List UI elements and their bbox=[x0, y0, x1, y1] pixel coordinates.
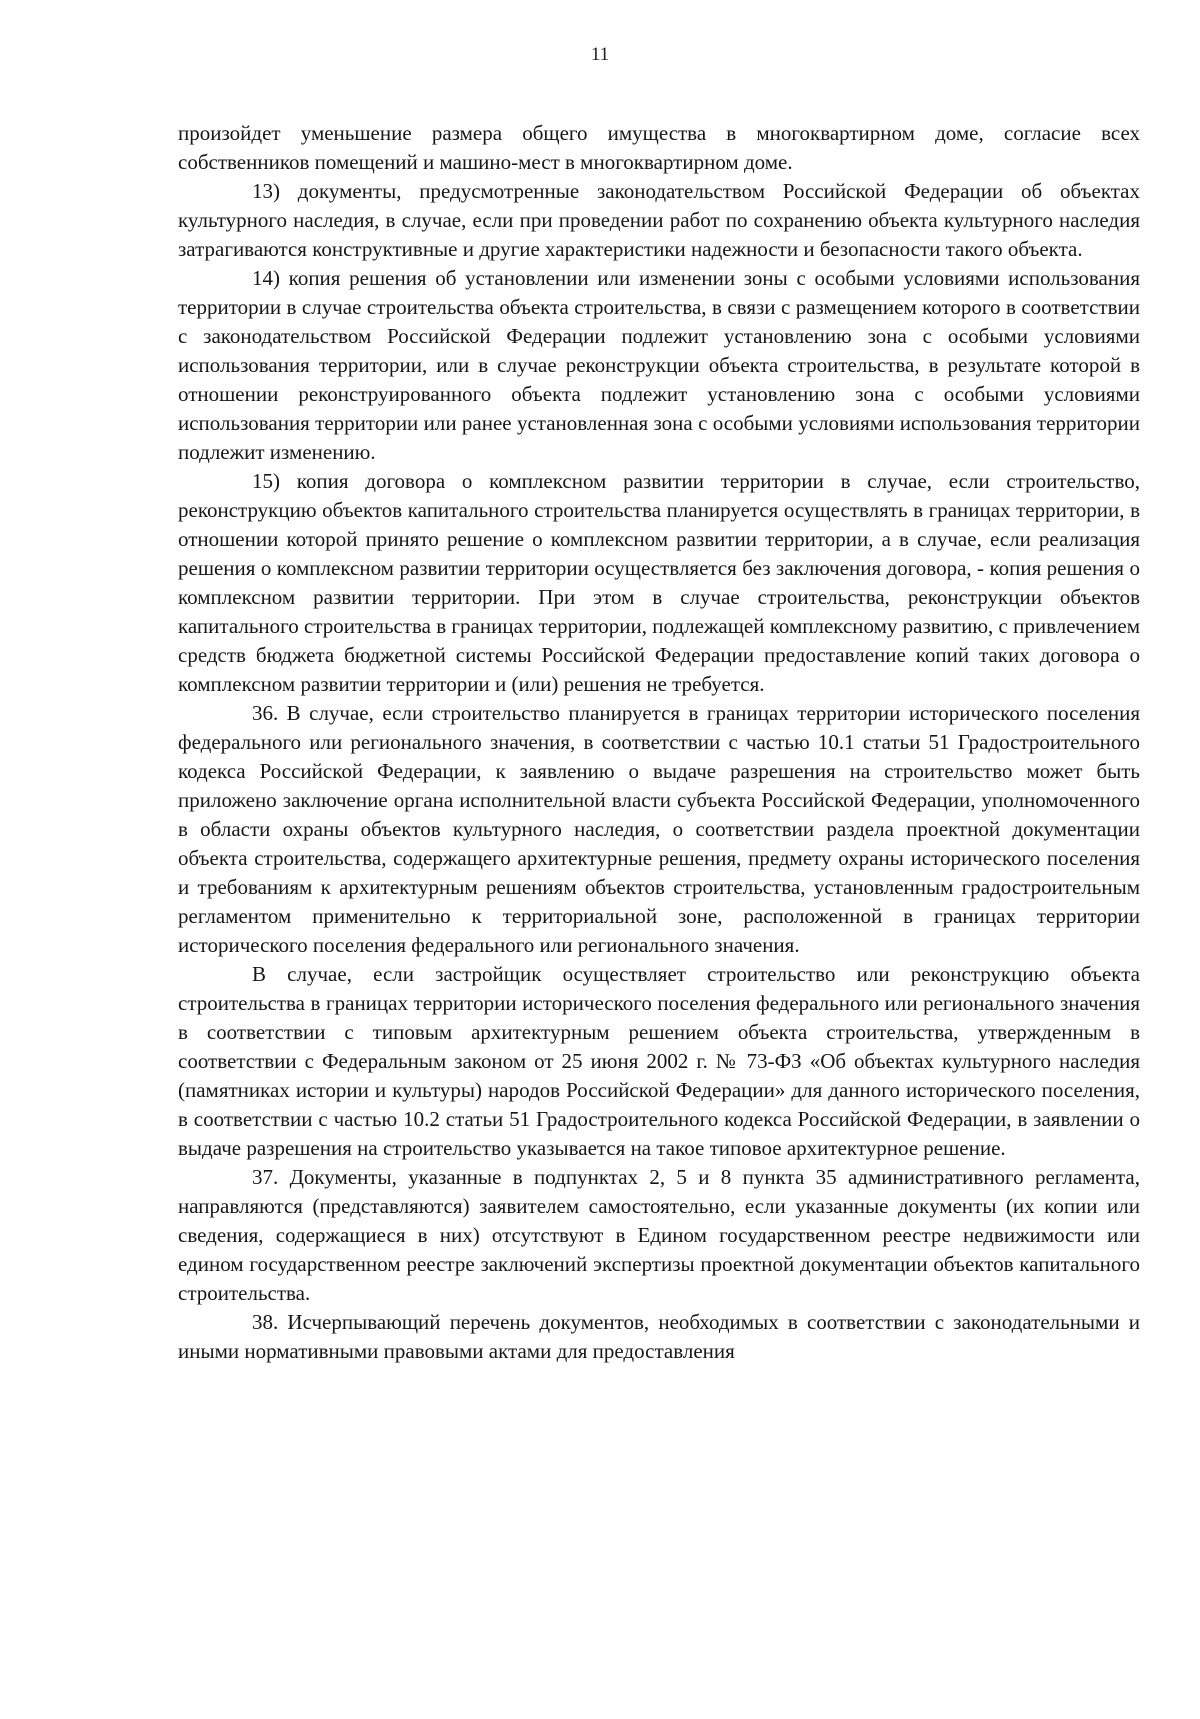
paragraph-clause-36-part-2: В случае, если застройщик осуществляет строительство или реконструкцию объекта строительства в границах территории исторического поселения федерального или регионального значения в соответствии с типовым архитектурным решением объекта строительства, утвержденным в соответствии с Федеральным законом от 25 июня 2002 г. № 73-ФЗ «Об объектах культурного наследия (памятниках истории и культуры) народов Российской Федерации» для данного исторического поселения, в соответствии с частью 10.2 статьи 51 Градостроительного кодекса Российской Федерации, в заявлении о выдаче разрешения на строительство указывается на такое типовое архитектурное решение. bbox=[178, 962, 1140, 1160]
paragraph-continuation: произойдет уменьшение размера общего имущества в многоквартирном доме, согласие всех собственников помещений и машино-мест в многоквартирном доме. bbox=[178, 121, 1140, 174]
paragraph-item-14: 14) копия решения об установлении или изменении зоны с особыми условиями использования территории в случае строительства объекта строительства, в связи с размещением которого в соответствии с законодательством Российской Федерации подлежит установлению зона с особыми условиями использования территории, или в случае реконструкции объекта строительства, в результате которой в отношении реконструированного объекта подлежит установлению зона с особыми условиями использования территории или ранее установленная зона с особыми условиями использования территории подлежит изменению. bbox=[178, 266, 1140, 464]
document-body bbox=[178, 119, 1140, 1366]
paragraph-clause-37: 37. Документы, указанные в подпунктах 2, 5 и 8 пункта 35 административного регламента, направляются (представляются) заявителем самостоятельно, если указанные документы (их копии или сведения, содержащиеся в них) отсутствуют в Едином государственном реестре недвижимости или едином государственном реестре заключений экспертизы проектной документации объектов капитального строительства. bbox=[178, 1165, 1140, 1305]
paragraph-item-13: 13) документы, предусмотренные законодательством Российской Федерации об объектах культурного наследия, в случае, если при проведении работ по сохранению объекта культурного наследия затрагиваются конструктивные и другие характеристики надежности и безопасности такого объекта. bbox=[178, 179, 1140, 261]
page-number: 11 bbox=[590, 44, 610, 65]
paragraph-clause-38: 38. Исчерпывающий перечень документов, необходимых в соответствии с законодательными и иными нормативными правовыми актами для предоставления bbox=[178, 1310, 1140, 1363]
paragraph-clause-36: 36. В случае, если строительство планируется в границах территории исторического поселения федерального или регионального значения, в соответствии с частью 10.1 статьи 51 Градостроительного кодекса Российской Федерации, к заявлению о выдаче разрешения на строительство может быть приложено заключение органа исполнительной власти субъекта Российской Федерации, уполномоченного в области охраны объектов культурного наследия, о соответствии раздела проектной документации объекта строительства, содержащего архитектурные решения, предмету охраны исторического поселения и требованиям к архитектурным решениям объектов строительства, установленным градостроительным регламентом применительно к территориальной зоне, расположенной в границах территории исторического поселения федерального или регионального значения. bbox=[178, 701, 1140, 957]
paragraph-item-15: 15) копия договора о комплексном развитии территории в случае, если строительство, реконструкцию объектов капитального строительства планируется осуществлять в границах территории, в отношении которой принято решение о комплексном развитии территории, а в случае, если реализация решения о комплексном развитии территории осуществляется без заключения договора, - копия решения о комплексном развитии территории. При этом в случае строительства, реконструкции объектов капитального строительства в границах территории, подлежащей комплексному развитию, с привлечением средств бюджета бюджетной системы Российской Федерации предоставление копий таких договора о комплексном развитии территории и (или) решения не требуется. bbox=[178, 469, 1140, 696]
